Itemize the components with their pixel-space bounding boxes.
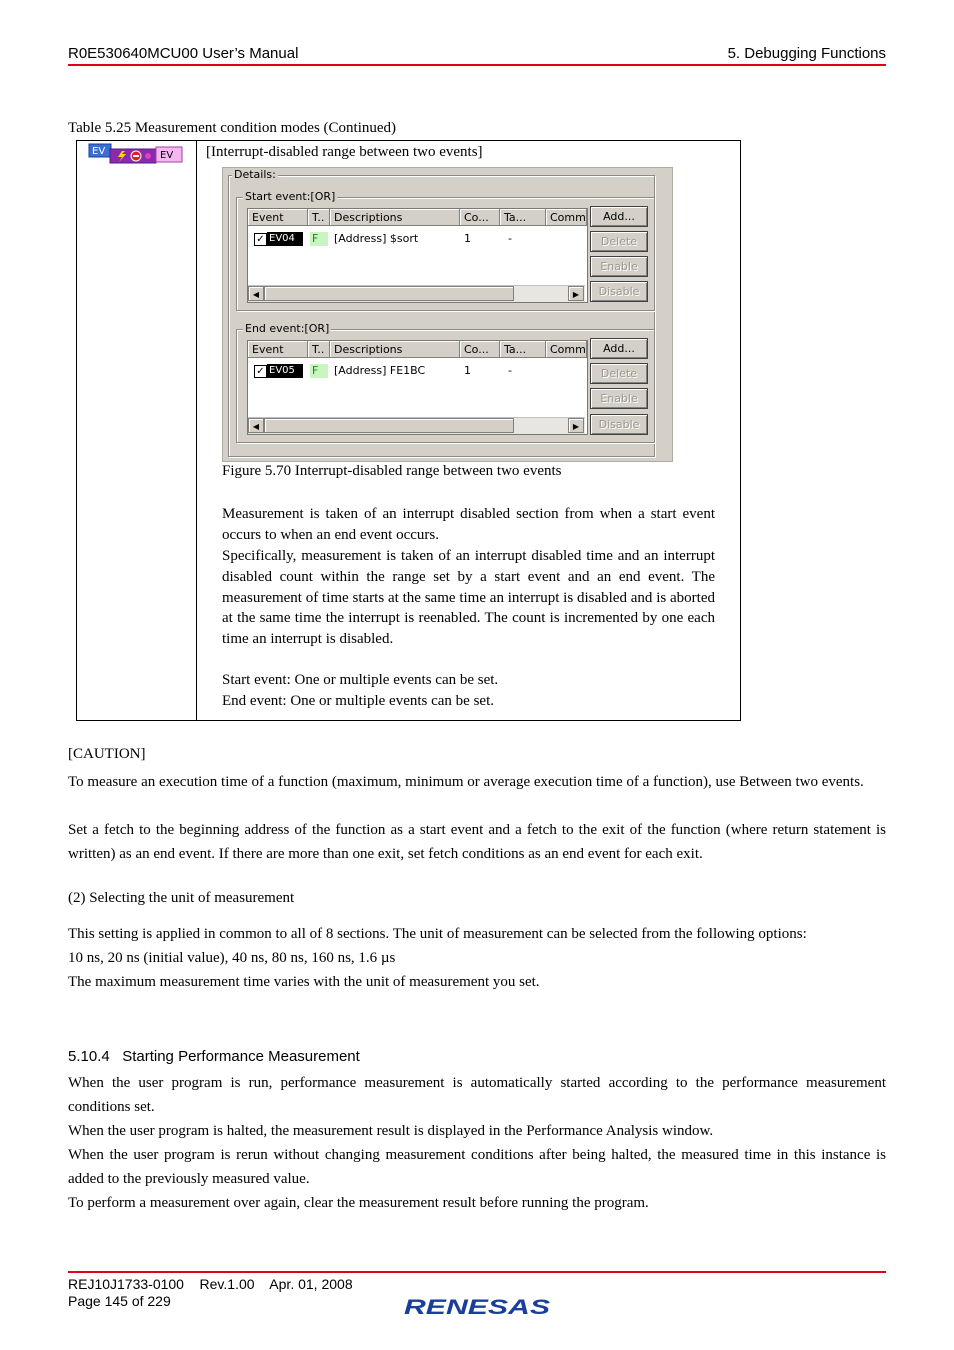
ev-right-label: EV <box>160 150 174 161</box>
unit-section-heading: (2) Selecting the unit of measurement <box>68 890 295 906</box>
start-list-scrollbar[interactable] <box>248 285 585 302</box>
start-event-type: F <box>310 232 328 246</box>
interrupt-disabled-range-icon <box>88 143 186 165</box>
start-enable-button[interactable]: Enable <box>590 256 648 277</box>
unit-line-2: 10 ns, 20 ns (initial value), 40 ns, 80 ns, 160 ns, 1.6 µs <box>68 950 396 966</box>
end-event-description: [Address] FE1BC <box>334 364 426 377</box>
header-rule <box>68 64 886 66</box>
ev-left-label: EV <box>92 146 106 157</box>
start-add-button[interactable]: Add... <box>590 206 648 227</box>
scroll-left-button[interactable]: ◀ <box>248 418 264 433</box>
col-target[interactable]: Ta... <box>500 209 546 226</box>
mode-description-1: Measurement is taken of an interrupt disabled section from when a start event occurs to when an end event occurs. <box>222 506 715 543</box>
col-event[interactable]: Event <box>248 209 308 226</box>
end-disable-button[interactable]: Disable <box>590 414 648 435</box>
table-caption: Table 5.25 Measurement condition modes (Continued) <box>68 120 397 136</box>
start-event-description: [Address] $sort <box>334 232 419 245</box>
end-add-button[interactable]: Add... <box>590 338 648 359</box>
section-paragraph-1: When the user program is run, performance measurement is automatically started according to the performance measurement conditions set. <box>68 1075 886 1115</box>
col-target[interactable]: Ta... <box>500 341 546 358</box>
section-paragraph-4: To perform a measurement over again, clear the measurement result before running the program. <box>68 1195 649 1211</box>
section-heading-5-10-4: 5.10.4 Starting Performance Measurement <box>68 1048 360 1065</box>
end-event-checkbox[interactable]: ✓ <box>254 365 267 378</box>
scroll-right-button[interactable]: ▶ <box>568 418 584 433</box>
col-comment[interactable]: Comm <box>546 341 587 358</box>
end-event-label: End event:[OR] <box>245 322 330 335</box>
col-type[interactable]: T.. <box>308 209 330 226</box>
col-count[interactable]: Co... <box>460 341 500 358</box>
start-event-checkbox[interactable]: ✓ <box>254 233 267 246</box>
renesas-logo <box>404 1295 552 1319</box>
col-type[interactable]: T.. <box>308 341 330 358</box>
details-dialog-figure <box>222 167 673 462</box>
footer-page-number: Page 145 of 229 <box>68 1293 171 1309</box>
start-event-note: Start event: One or multiple events can be set. <box>222 672 499 688</box>
end-event-list[interactable] <box>247 340 588 435</box>
start-event-list[interactable] <box>247 208 588 303</box>
chapter-title: 5. Debugging Functions <box>727 45 886 62</box>
scroll-left-button[interactable]: ◀ <box>248 286 264 301</box>
start-event-name[interactable]: EV04 <box>267 232 303 246</box>
caution-heading: [CAUTION] <box>68 746 146 762</box>
start-delete-button[interactable]: Delete <box>590 231 648 252</box>
range-icon-graphic <box>88 143 186 165</box>
details-label: Details: <box>234 168 276 181</box>
end-enable-button[interactable]: Enable <box>590 388 648 409</box>
caution-paragraph-2: Set a fetch to the beginning address of the function as a start event and a fetch to the exit of the function (where return statement is written) as an end event. If there are more than one exit, set fetch conditions as an end event for each exit. <box>68 822 886 862</box>
scroll-thumb[interactable] <box>264 418 514 433</box>
manual-title: R0E530640MCU00 User’s Manual <box>68 45 299 62</box>
end-delete-button[interactable]: Delete <box>590 363 648 384</box>
col-descriptions[interactable]: Descriptions <box>330 209 460 226</box>
caution-paragraph-1: To measure an execution time of a function (maximum, minimum or average execution time of a function), use Between two events. <box>68 774 864 790</box>
section-paragraph-3: When the user program is rerun without changing measurement conditions after being halted, the measured time in this instance is added to the previously measured value. <box>68 1147 886 1187</box>
scroll-thumb[interactable] <box>264 286 514 301</box>
logo-text: RENESAS <box>404 1296 550 1319</box>
end-list-scrollbar[interactable] <box>248 417 585 434</box>
figure-caption: Figure 5.70 Interrupt-disabled range between two events <box>222 463 562 479</box>
renesas-logo-graphic <box>404 1295 552 1319</box>
end-event-target: - <box>508 364 512 377</box>
col-comment[interactable]: Comm <box>546 209 587 226</box>
footer-rule <box>68 1271 886 1273</box>
col-count[interactable]: Co... <box>460 209 500 226</box>
table-column-divider <box>196 140 197 721</box>
unit-line-1: This setting is applied in common to all of 8 sections. The unit of measurement can be selected from the following options: <box>68 926 807 942</box>
start-disable-button[interactable]: Disable <box>590 281 648 302</box>
scroll-right-button[interactable]: ▶ <box>568 286 584 301</box>
end-event-name[interactable]: EV05 <box>267 364 303 378</box>
end-event-type: F <box>310 364 328 378</box>
mode-description-2: Specifically, measurement is taken of an interrupt disabled time and an interrupt disabled count within the range set by a start event and an end event. The measurement of time starts at the same time an interrupt is disabled and is aborted at the same time the interrupt is reenabled. The count is incremented by one each time an interrupt is disabled. <box>222 548 715 648</box>
unit-line-3: The maximum measurement time varies with the unit of measurement you set. <box>68 974 540 990</box>
start-event-label: Start event:[OR] <box>245 190 336 203</box>
footer-doc-line: REJ10J1733-0100 Rev.1.00 Apr. 01, 2008 <box>68 1276 353 1292</box>
start-event-count: 1 <box>464 232 471 245</box>
start-event-target: - <box>508 232 512 245</box>
mode-title: [Interrupt-disabled range between two events] <box>206 144 483 160</box>
end-event-note: End event: One or multiple events can be set. <box>222 693 494 709</box>
col-event[interactable]: Event <box>248 341 308 358</box>
col-descriptions[interactable]: Descriptions <box>330 341 460 358</box>
section-paragraph-2: When the user program is halted, the measurement result is displayed in the Performance Analysis window. <box>68 1123 714 1139</box>
end-event-count: 1 <box>464 364 471 377</box>
